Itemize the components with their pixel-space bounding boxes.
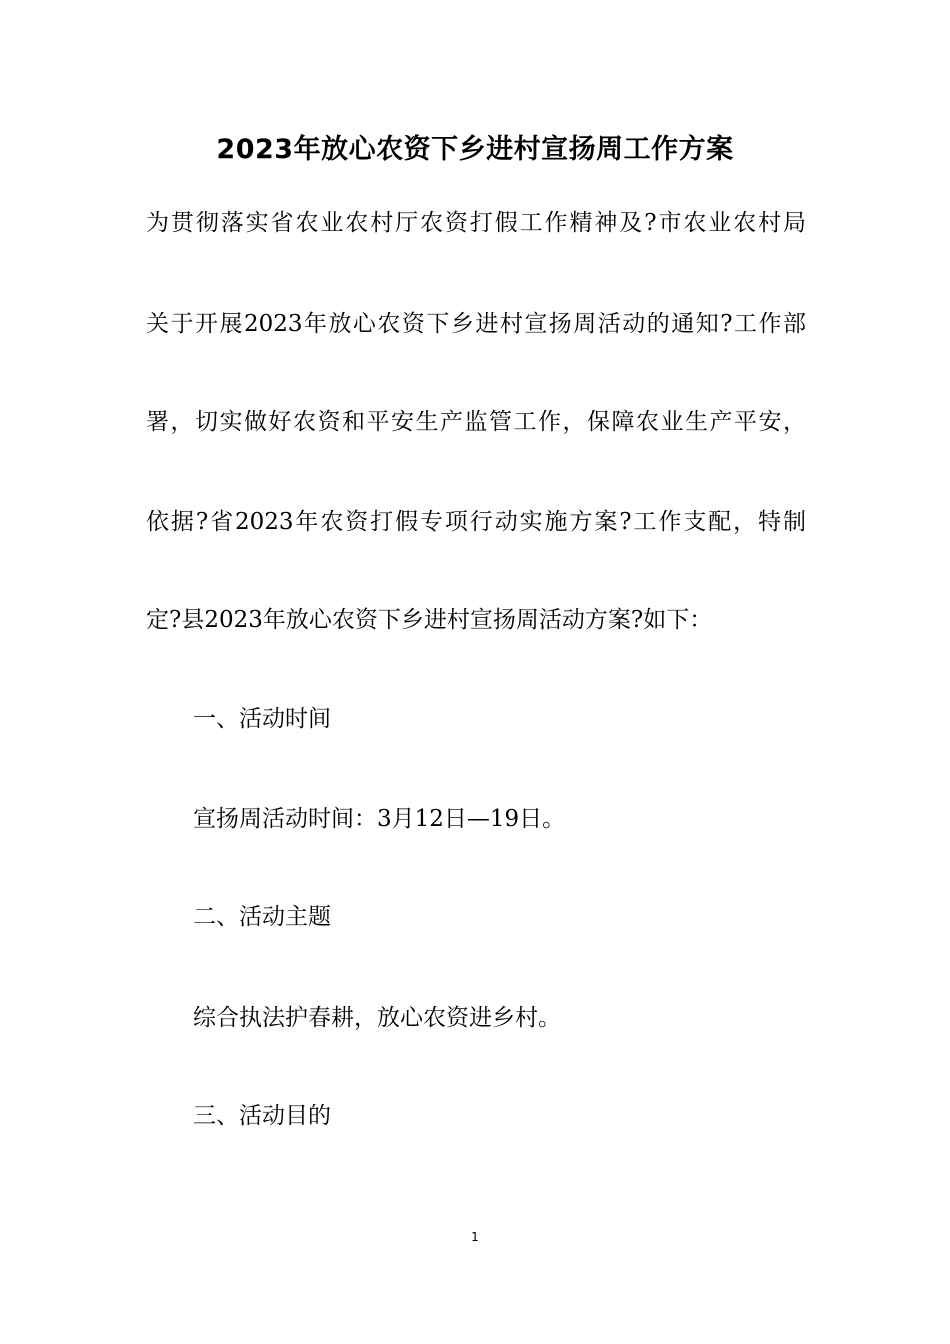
paragraph-line: 关于开展2023年放心农资下乡进村宣扬周活动的通知?工作部 <box>146 311 806 337</box>
page-number: 1 <box>471 1230 479 1244</box>
paragraph-line: 依据?省2023年农资打假专项行动实施方案?工作支配，特制 <box>146 509 806 535</box>
section-content: 宣扬周活动时间：3月12日—19日。 <box>193 806 566 832</box>
section-content: 综合执法护春耕，放心农资进乡村。 <box>193 1005 561 1031</box>
paragraph-line: 署，切实做好农资和平安生产监管工作，保障农业生产平安， <box>146 409 806 435</box>
section-heading: 二、活动主题 <box>193 904 331 930</box>
paragraph-line: 定?县2023年放心农资下乡进村宣扬周活动方案?如下： <box>146 607 713 633</box>
page-title: 2023年放心农资下乡进村宣扬周工作方案 <box>216 134 734 165</box>
section-heading: 三、活动目的 <box>193 1103 331 1129</box>
paragraph-line: 为贯彻落实省农业农村厅农资打假工作精神及?市农业农村局 <box>146 210 806 236</box>
section-heading: 一、活动时间 <box>193 706 331 732</box>
